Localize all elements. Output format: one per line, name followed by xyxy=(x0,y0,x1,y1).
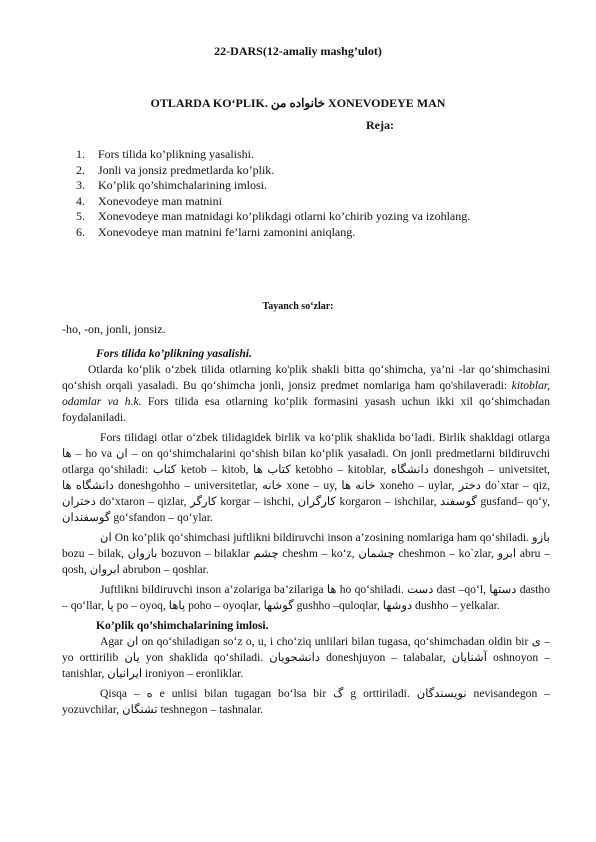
keywords-list: -ho, -on, jonli, jonsiz. xyxy=(62,322,166,336)
paragraph: ان On ko’plik qo‘shimchasi juftlikni bildiruvchi inson a’zosining nomlariga ham qo‘shiladi. بازو bozu – bilak, بازوان bozuvon – bilaklar چشم cheshm – ko‘z, چشمان cheshmon – ko`zlar, ابرو abru – qosh, ابروان abrubon – qoshlar. xyxy=(62,531,551,576)
section-heading: Fors tilida ko’plikning yasalishi. xyxy=(96,347,252,360)
lesson-title: 22-DARS(12-amaliy mashg’ulot) xyxy=(214,44,382,58)
topic-title: OTLARDA KO‘PLIK. خانواده من XONEVODEYE MAN xyxy=(150,96,446,110)
paragraph: Otlarda ko‘plik o‘zbek tilida otlarning ko'plik shakli bitta qo‘shimcha, ya’ni -lar qo‘shimchasini qo‘shish orqali yasaladi. Bu qo‘shimcha jonli, jonsiz predmet nomlariga ham qo'shilaveradi: kitoblar, odamlar va h.k. Fors tilida esa otlarning ko‘plik formasini yasash uchun ikki xil qo‘shimchadan foydalaniladi. xyxy=(62,363,550,424)
plan-item: 2. Jonli va jonsiz predmetlarda ko’plik. xyxy=(76,162,275,177)
keywords-heading: Tayanch so‘zlar: xyxy=(262,301,334,312)
plan-item: 6. Xonevodeye man matnini fe’larni zamonini aniqlang. xyxy=(76,224,356,239)
plan-item: 4. Xonevodeye man matnini xyxy=(76,193,222,208)
plan-item: 1. Fors tilida ko’plikning yasalishi. xyxy=(76,147,254,161)
plan-list xyxy=(76,147,470,241)
paragraph: Juftlikni bildiruvchi inson a’zolariga ba’zilariga ها ho qo‘shiladi. دست dast –qo‘l, دستها dastho – qo‘llar, پا po – oyoq, پاها poho – oyoqlar, گوشها gushho –quloqlar, دوشها dushho – yelkalar. xyxy=(62,583,550,612)
paragraph: Fors tilidagi otlar o‘zbek tilidagidek birlik va ko‘plik shaklida bo‘ladi. Birlik shakldagi otlarga ها – ho va ان – on qo‘shimchalarini qo‘shish bilan ko‘plik yasaladi. On jonli predmetlarni bildiruvchi otlarga qo‘shiladi: کتاب ketob – kitob, کتاب ها ketobho – kitoblar, دانشگاه doneshgoh – univetsitet, دانشگاه ها doneshgohho – universitetlar, خانه xone – uy, خانه ها xoneho – uylar, دختر do`xtar – qiz, دختران do‘xtaron – qizlar, کارگر korgar – ishchi, کارگران korgaron – ishchilar, گوسفند gusfand– qo‘y, گوسفندان go‘sfandon – qo‘ylar. xyxy=(62,431,551,524)
plan-label: Reja: xyxy=(366,118,394,132)
section-heading: Ko’plik qo’shimchalarining imlosi. xyxy=(96,619,269,632)
paragraph: Qisqa – ه e unlisi bilan tugagan bo‘lsa bir گ g orttiriladi. نویسندگان nevisandegon – yozuvchilar, تشنگان teshnegon – tashnalar. xyxy=(62,687,550,716)
plan-item: 3. Ko’plik qo’shimchalarining imlosi. xyxy=(76,178,267,193)
plan-item: 5. Xonevodeye man matnidagi ko’plikdagi otlarni ko’chirib yozing va izohlang. xyxy=(76,209,471,224)
paragraph: Agar ان on qo‘shiladigan so‘z o, u, i cho‘ziq unlilari bilan tugasa, qo‘shimchadan oldin bir ی – yo orttirilib یان yon shaklida qo‘shiladi. دانشجویان doneshjuyon – talabalar, آشنایان oshnoyon – tanishlar, ایرانیان ironiyon – eronliklar. xyxy=(62,635,551,680)
section-plural-formation xyxy=(62,346,550,718)
